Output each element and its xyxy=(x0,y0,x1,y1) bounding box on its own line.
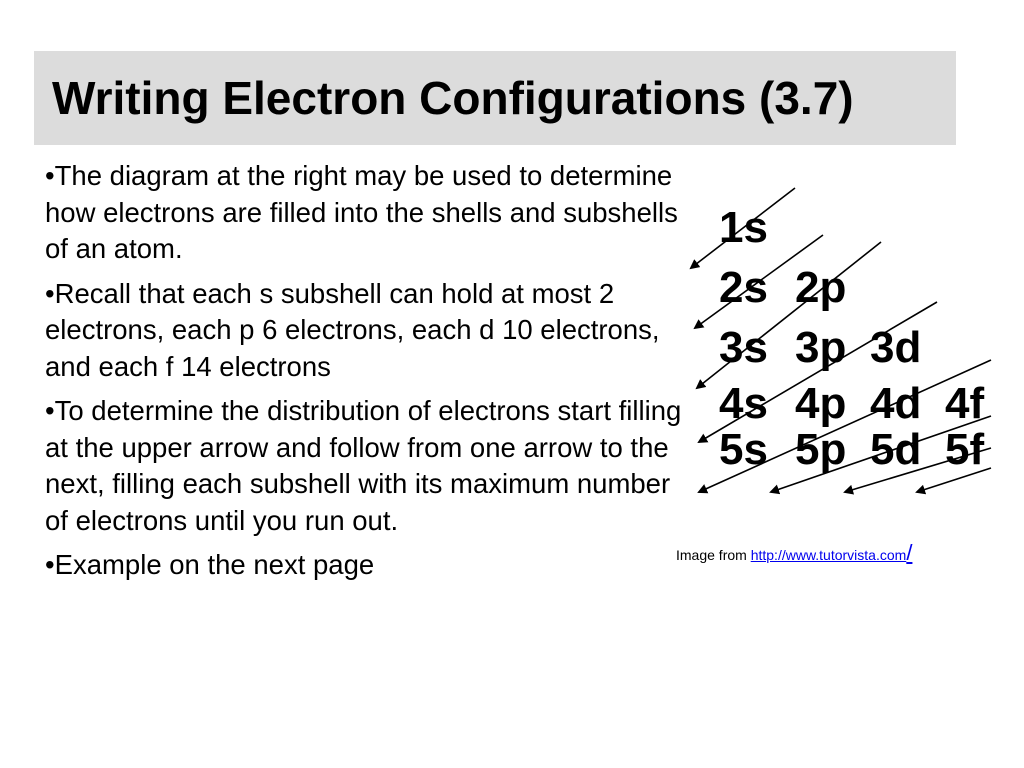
orbital-label: 5d xyxy=(870,425,922,474)
orbital-label: 4p xyxy=(795,379,847,428)
bullet-list xyxy=(45,158,695,592)
orbital-label: 3p xyxy=(795,323,847,372)
orbital-label: 5f xyxy=(945,425,985,474)
image-credit xyxy=(676,540,912,566)
credit-link-suffix[interactable]: / xyxy=(906,540,913,565)
orbital-label: 3d xyxy=(870,323,922,372)
bullet-item: •To determine the distribution of electrons start filling at the upper arrow and follow from one arrow to the next, filling each subshell with its maximum number of electrons until you run out. xyxy=(45,395,682,536)
orbital-label: 1s xyxy=(719,203,768,252)
orbital-label: 5p xyxy=(795,425,847,474)
orbital-label: 2p xyxy=(795,263,847,312)
orbital-labels xyxy=(719,203,984,474)
aufbau-diagram xyxy=(685,180,1005,500)
bullet-item: •The diagram at the right may be used to determine how electrons are filled into the shells and subshells of an atom. xyxy=(45,160,678,264)
orbital-label: 4s xyxy=(719,379,768,428)
title-bar xyxy=(34,51,956,145)
orbital-label: 4d xyxy=(870,379,922,428)
slide-title: Writing Electron Configurations (3.7) xyxy=(52,72,854,124)
credit-link[interactable]: http://www.tutorvista.com xyxy=(750,547,907,563)
bullet-item: •Recall that each s subshell can hold at most 2 electrons, each p 6 electrons, each d 10 electrons, and each f 14 electrons xyxy=(45,277,660,382)
orbital-label: 5s xyxy=(719,425,768,474)
orbital-label: 2s xyxy=(719,263,768,312)
bullet-item: •Example on the next page xyxy=(45,549,375,580)
orbital-label: 3s xyxy=(719,323,768,372)
credit-prefix: Image from xyxy=(676,547,751,563)
orbital-label: 4f xyxy=(945,379,985,428)
